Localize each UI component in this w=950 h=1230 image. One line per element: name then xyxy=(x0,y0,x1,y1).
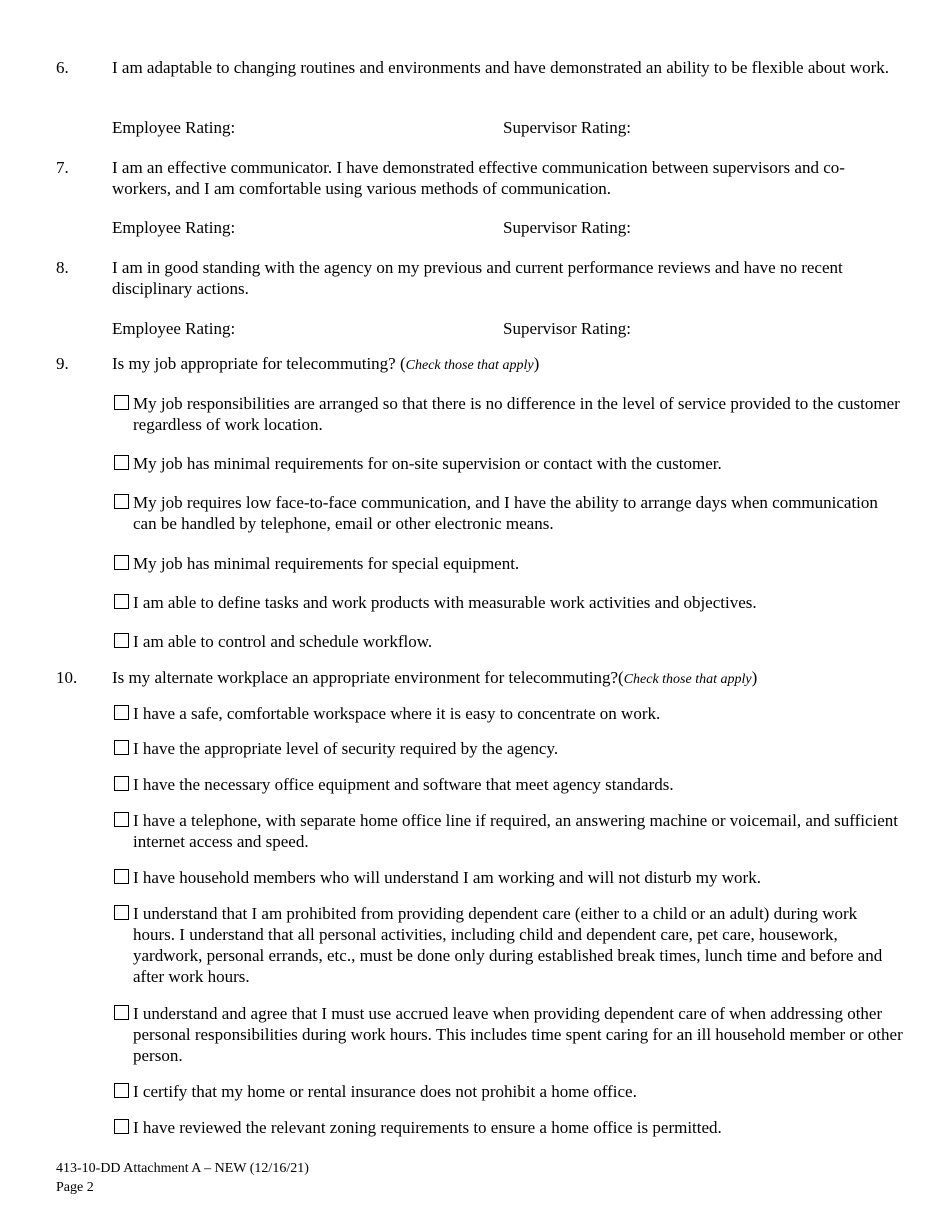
checkbox-label: My job has minimal requirements for on-site supervision or contact with the customer. xyxy=(133,454,722,473)
checkbox[interactable] xyxy=(114,869,129,884)
page-footer xyxy=(56,1159,309,1197)
checkbox-label: My job requires low face-to-face communication, and I have the ability to arrange days when communication can be handled by telephone, email or other electronic means. xyxy=(133,493,878,533)
checkbox[interactable] xyxy=(114,776,129,791)
checkbox-label: My job has minimal requirements for special equipment. xyxy=(133,554,520,573)
question-text: Is my job appropriate for telecommuting? (Check those that apply) xyxy=(112,354,540,373)
checkbox-label: I have the appropriate level of security required by the agency. xyxy=(133,739,559,758)
checkbox[interactable] xyxy=(114,740,129,755)
check-note: Check those that apply xyxy=(405,358,534,373)
checkbox-label: I have household members who will understand I am working and will not disturb my work. xyxy=(133,868,761,887)
checkbox[interactable] xyxy=(114,705,129,720)
question-number: 8. xyxy=(56,258,69,277)
employee-rating-label: Employee Rating: xyxy=(112,118,236,137)
form-id: 413-10-DD Attachment A – NEW (12/16/21) xyxy=(56,1161,309,1176)
question-text: Is my alternate workplace an appropriate environment for telecommuting?(Check those that apply) xyxy=(112,668,758,687)
question-number: 10. xyxy=(56,668,78,687)
checkbox[interactable] xyxy=(114,633,129,648)
checkbox[interactable] xyxy=(114,594,129,609)
checkbox-label: I have a safe, comfortable workspace where it is easy to concentrate on work. xyxy=(133,704,661,723)
checkbox-label: I understand that I am prohibited from providing dependent care (either to a child or an adult) during work hours. I understand that all personal activities, including child and dependent care, pet care, housework, yardwork, personal errands, etc., must be done only during established break times, lunch time and before and after work hours. xyxy=(133,904,883,986)
checkbox[interactable] xyxy=(114,455,129,470)
checkbox-label: I am able to control and schedule workflow. xyxy=(133,632,433,651)
question-text: I am adaptable to changing routines and environments and have demonstrated an ability to be flexible about work. xyxy=(112,58,890,77)
checkbox[interactable] xyxy=(114,494,129,509)
question-text: I am in good standing with the agency on my previous and current performance reviews and have no recent disciplinary actions. xyxy=(112,258,843,298)
checkbox[interactable] xyxy=(114,1119,129,1134)
supervisor-rating-label: Supervisor Rating: xyxy=(503,319,631,338)
checkbox-label: I have a telephone, with separate home office line if required, an answering machine or voicemail, and sufficient internet access and speed. xyxy=(133,811,899,851)
supervisor-rating-label: Supervisor Rating: xyxy=(503,218,631,237)
check-note: Check those that apply xyxy=(623,672,752,687)
checkbox[interactable] xyxy=(114,812,129,827)
checkbox[interactable] xyxy=(114,905,129,920)
checkbox[interactable] xyxy=(114,395,129,410)
question-number: 6. xyxy=(56,58,69,77)
checkbox[interactable] xyxy=(114,555,129,570)
checkbox[interactable] xyxy=(114,1083,129,1098)
supervisor-rating-label: Supervisor Rating: xyxy=(503,118,631,137)
checkbox-label: I am able to define tasks and work products with measurable work activities and objectives. xyxy=(133,593,757,612)
question-number: 9. xyxy=(56,354,69,373)
employee-rating-label: Employee Rating: xyxy=(112,319,236,338)
checkbox-label: I have the necessary office equipment and software that meet agency standards. xyxy=(133,775,674,794)
checkbox-label: I certify that my home or rental insurance does not prohibit a home office. xyxy=(133,1082,637,1101)
page-number: Page 2 xyxy=(56,1180,94,1195)
checkbox-label: I have reviewed the relevant zoning requirements to ensure a home office is permitted. xyxy=(133,1118,722,1137)
question-text: I am an effective communicator. I have demonstrated effective communication between supervisors and co-workers, and I am comfortable using various methods of communication. xyxy=(112,158,845,198)
employee-rating-label: Employee Rating: xyxy=(112,218,236,237)
checkbox-label: I understand and agree that I must use accrued leave when providing dependent care of when addressing other personal responsibilities during work hours. This includes time spent caring for an ill household member or other person. xyxy=(133,1004,903,1065)
checkbox[interactable] xyxy=(114,1005,129,1020)
question-number: 7. xyxy=(56,158,69,177)
checkbox-label: My job responsibilities are arranged so that there is no difference in the level of service provided to the customer regardless of work location. xyxy=(133,394,900,434)
